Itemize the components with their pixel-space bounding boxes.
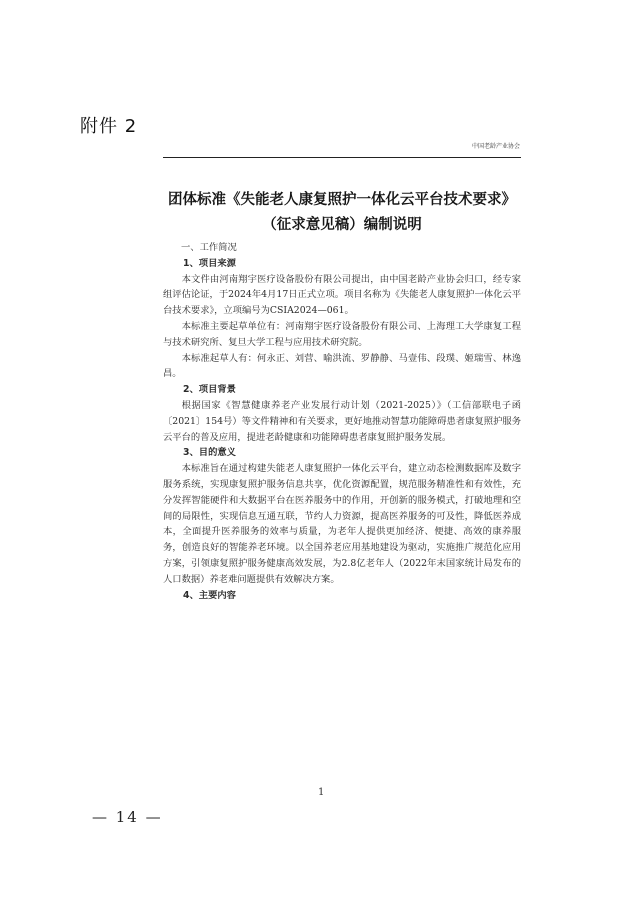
subheading-main-content: 4、主要内容 [183,589,236,601]
subheading-purpose-significance: 3、目的意义 [183,447,236,459]
paragraph-project-source: 本文件由河南翔宇医疗设备股份有限公司提出，由中国老龄产业协会归口，经专家组评估论证，于2024年4月17日正式立项。项目名称为《失能老人康复照护一体化云平台技术要求》，立项编号为CSIA2024—061。 [163,273,521,317]
header-organization: 中国老龄产业协会 [471,143,520,150]
subheading-project-source: 1、项目来源 [183,257,236,269]
outer-page-number: — 14 — [92,808,163,826]
attachment-label: 附件 2 [80,116,138,137]
document-subtitle: （征求意见稿）编制说明 [262,217,422,233]
paragraph-drafters: 本标准起草人有：何永正、刘营、喻洪流、罗静静、马壹伟、段璞、姬瑞雪、林逸昌。 [163,352,521,380]
paragraph-purpose-significance: 本标准旨在通过构建失能老人康复照护一体化云平台，建立动态检测数据库及数字服务系统，实现康复照护服务信息共享，优化资源配置，规范服务精准性和有效性，充分发挥智能硬件和大数据平台在医养服务中的作用，开创新的服务模式，打破地理和空间的局限性，实现信息互通互联，节约人力资源，提高医养服务的可及性，降低医养成本，全面提升医养服务的效率与质量，为老年人提供更加经济、便捷、高效的康养服务，创造良好的智能养老环境。以全国养老应用基地建设为驱动，实施推广规范化应用方案，引领康复照护服务健康高效发展，为2.8亿老年人（2022年末国家统计局发布的人口数据）养老难问题提供有效解决方案。 [163,463,521,585]
inner-page-number: 1 [318,787,325,798]
paragraph-project-background: 根据国家《智慧健康养老产业发展行动计划（2021-2025）》（工信部联电子函〔2021〕154号）等文件精神和有关要求，更好地推动智慧功能障碍患者康复照护服务云平台的普及应用，提进老龄健康和功能障碍患者康复照护服务发展。 [163,399,521,443]
subheading-project-background: 2、项目背景 [183,384,236,396]
section-heading-work-overview: 一、工作简况 [181,242,237,253]
document-title: 团体标准《失能老人康复照护一体化云平台技术要求》 [168,192,516,208]
header-rule [163,157,521,158]
document-body [163,240,521,603]
paragraph-drafting-units: 本标准主要起草单位有：河南翔宇医疗设备股份有限公司、上海理工大学康复工程与技术研究所、复旦大学工程与应用技术研究院。 [163,320,521,348]
